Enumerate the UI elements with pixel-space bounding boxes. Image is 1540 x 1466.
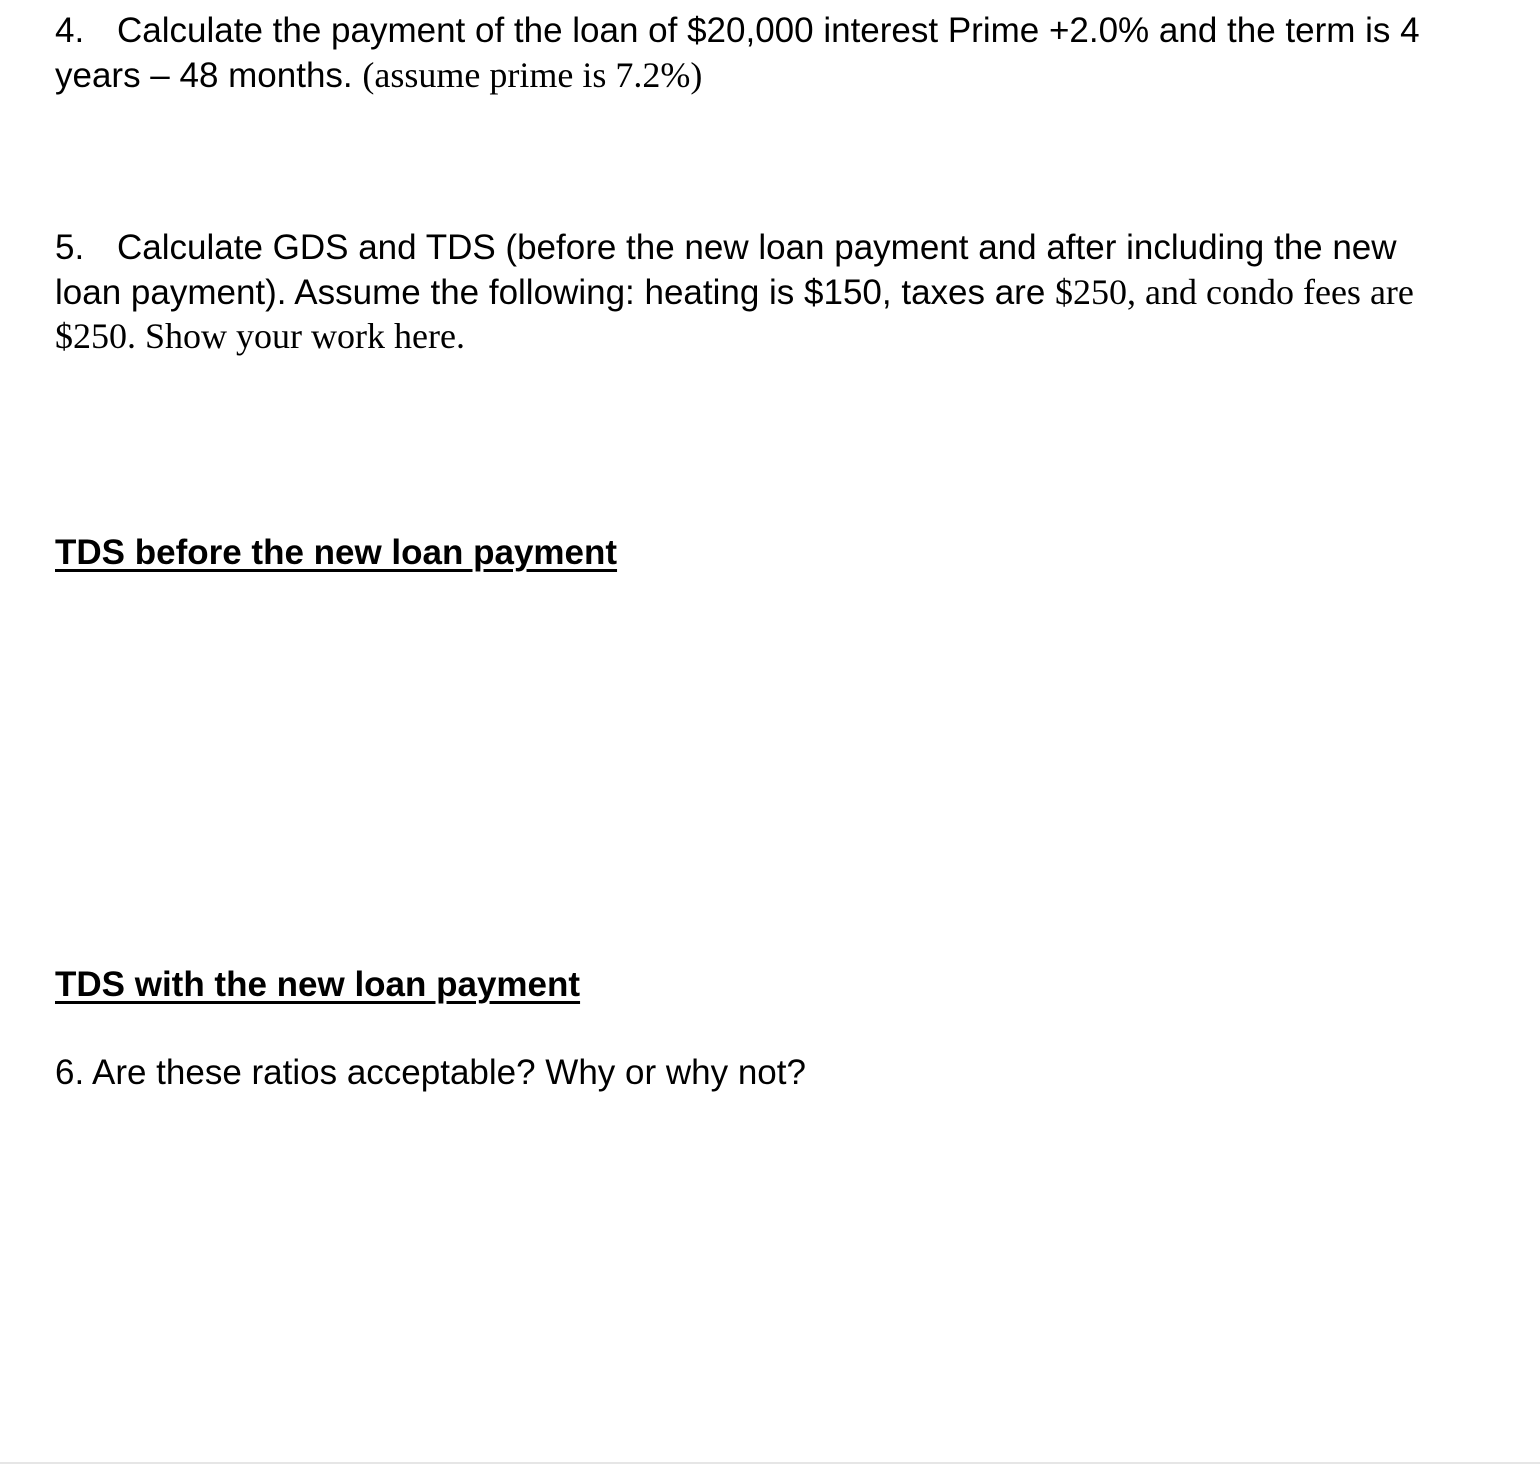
question-4-note: (assume prime is 7.2%): [362, 55, 703, 95]
heading-tds-with: TDS with the new loan payment: [55, 965, 581, 1004]
question-5-assumptions: $250, and condo fees are: [1055, 272, 1414, 312]
question-5-line-1: [55, 226, 1495, 270]
question-5-number: 5.: [55, 228, 85, 267]
question-5-text: Calculate GDS and TDS (before the new loan payment and after including the new: [117, 228, 1397, 267]
question-4: [55, 9, 1495, 97]
question-6: 6. Are these ratios acceptable? Why or why not?: [55, 1053, 806, 1092]
question-5: [55, 226, 1495, 358]
question-5-text-continued: loan payment). Assume the following: heating is $150, taxes are: [55, 273, 1056, 312]
page-bottom-edge: [0, 1462, 1540, 1464]
heading-tds-before: TDS before the new loan payment: [55, 533, 618, 572]
question-5-line-2: [55, 270, 1495, 314]
question-4-text-continued: years – 48 months.: [55, 56, 363, 95]
question-4-line-2: [55, 53, 1495, 97]
question-4-number: 4.: [55, 11, 85, 50]
question-5-instruction: $250. Show your work here.: [55, 316, 465, 356]
question-4-text: Calculate the payment of the loan of $20,000 interest Prime +2.0% and the term is 4: [117, 11, 1420, 50]
question-4-line-1: [55, 9, 1495, 53]
